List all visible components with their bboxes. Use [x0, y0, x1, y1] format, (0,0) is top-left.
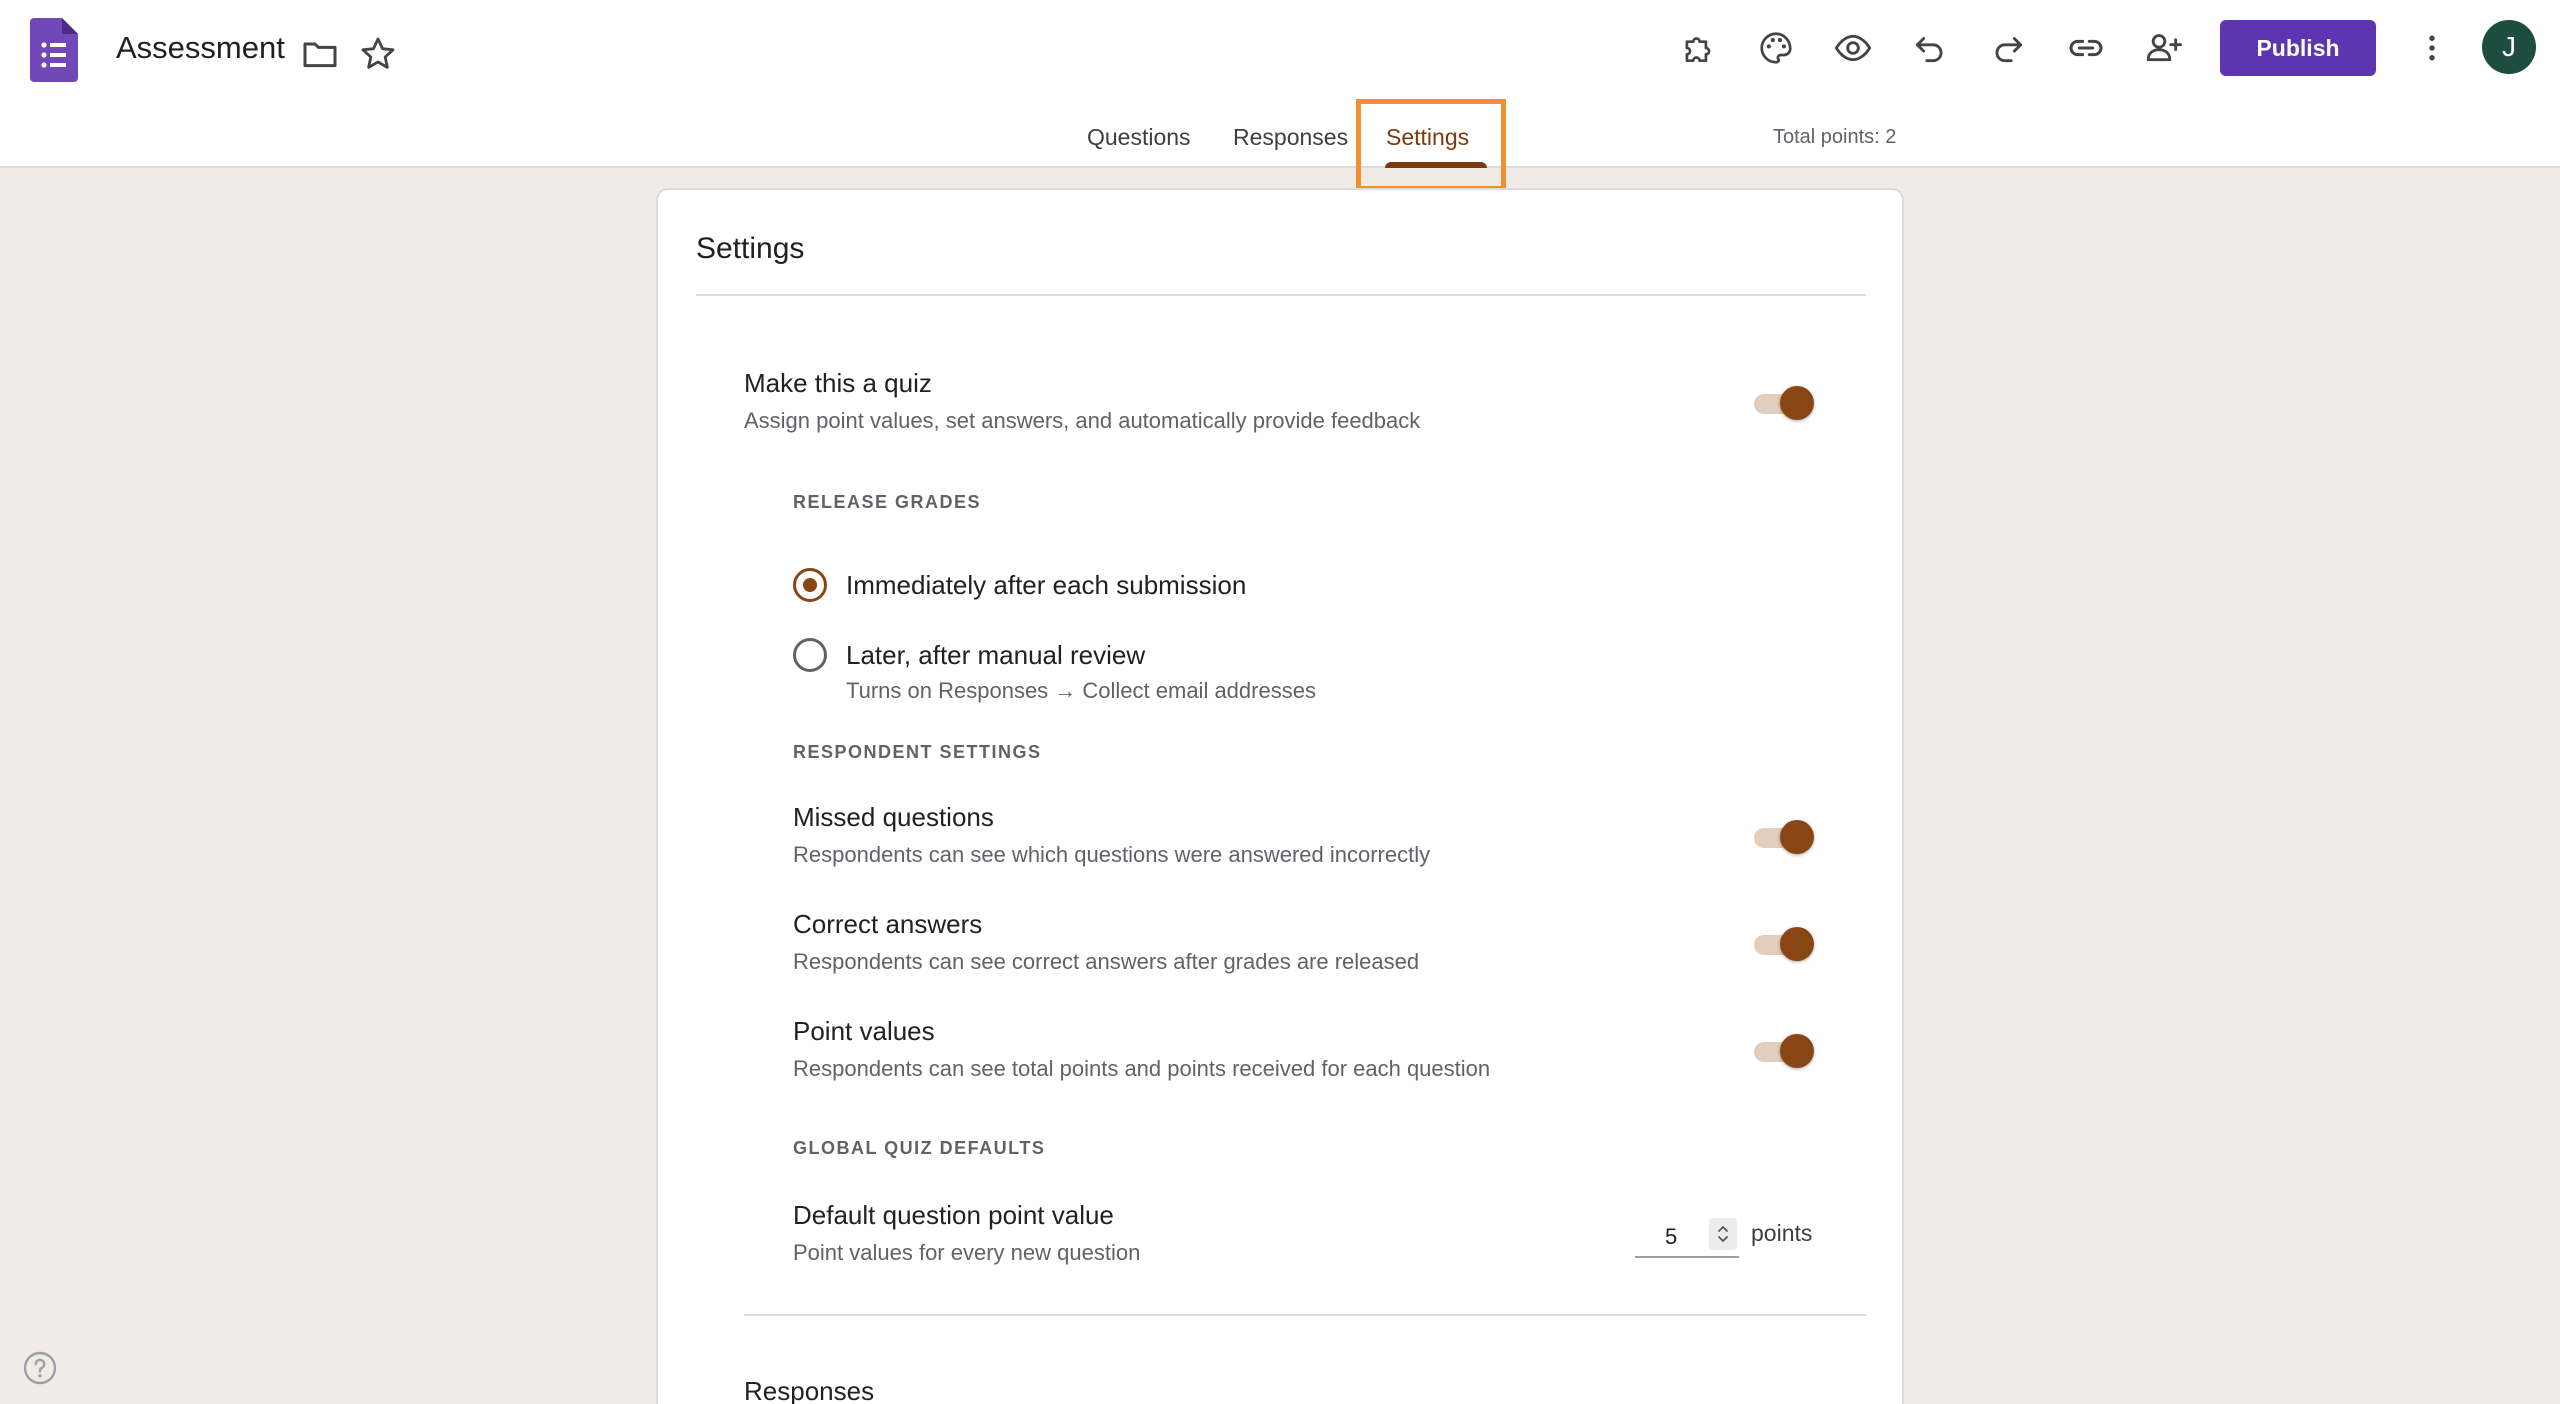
- default-point-value-label: Default question point value: [793, 1200, 1114, 1230]
- star-icon[interactable]: [358, 34, 398, 74]
- point-values-description: Respondents can see total points and points received for each question: [793, 1056, 1491, 1081]
- more-vert-icon[interactable]: [2410, 26, 2454, 70]
- missed-questions-toggle[interactable]: [1754, 816, 1816, 856]
- missed-questions-label: Missed questions: [793, 802, 994, 832]
- folder-icon[interactable]: [300, 34, 340, 74]
- release-immediately-label[interactable]: Immediately after each submission: [846, 570, 1247, 600]
- forms-logo-icon[interactable]: [30, 18, 78, 82]
- title-divider: [696, 294, 1866, 296]
- responses-section-title[interactable]: Responses: [744, 1376, 875, 1404]
- publish-button[interactable]: Publish: [2220, 20, 2376, 76]
- release-later-label[interactable]: Later, after manual review: [846, 640, 1146, 670]
- tab-responses[interactable]: Responses: [1233, 124, 1349, 150]
- tab-settings[interactable]: Settings: [1386, 124, 1470, 150]
- release-later-radio[interactable]: [793, 638, 827, 672]
- link-icon[interactable]: [2064, 26, 2108, 70]
- release-grades-heading: RELEASE GRADES: [793, 492, 982, 512]
- global-quiz-defaults-heading: GLOBAL QUIZ DEFAULTS: [793, 1138, 1046, 1158]
- make-quiz-toggle[interactable]: [1754, 382, 1816, 422]
- palette-icon[interactable]: [1754, 26, 1798, 70]
- settings-card: [656, 188, 1904, 1404]
- default-point-value-stepper[interactable]: [1635, 1214, 1739, 1258]
- quiz-toggle-description: Assign point values, set answers, and automatically provide feedback: [744, 408, 1421, 433]
- correct-answers-label: Correct answers: [793, 909, 983, 939]
- quiz-toggle-label: Make this a quiz: [744, 368, 932, 398]
- stepper-arrows-icon[interactable]: [1709, 1218, 1737, 1250]
- help-icon[interactable]: [22, 1350, 58, 1386]
- points-unit-label: points: [1751, 1220, 1813, 1246]
- document-title[interactable]: Assessment: [116, 30, 285, 65]
- correct-answers-description: Respondents can see correct answers after grades are released: [793, 949, 1420, 974]
- correct-answers-toggle[interactable]: [1754, 923, 1816, 963]
- respondent-settings-heading: RESPONDENT SETTINGS: [793, 742, 1042, 762]
- point-values-toggle[interactable]: [1754, 1030, 1816, 1070]
- undo-icon[interactable]: [1908, 26, 1952, 70]
- tab-questions[interactable]: Questions: [1087, 124, 1191, 150]
- preview-eye-icon[interactable]: [1831, 26, 1875, 70]
- release-immediately-radio[interactable]: [793, 568, 827, 602]
- settings-title: Settings: [696, 232, 805, 265]
- total-points-label: Total points: 2: [1773, 126, 1897, 148]
- missed-questions-description: Respondents can see which questions were answered incorrectly: [793, 842, 1431, 867]
- section-divider: [744, 1314, 1866, 1316]
- settings-tab-highlight: [1356, 99, 1506, 191]
- redo-icon[interactable]: [1986, 26, 2030, 70]
- default-point-value-description: Point values for every new question: [793, 1240, 1141, 1265]
- point-values-label: Point values: [793, 1016, 935, 1046]
- add-collaborator-icon[interactable]: [2142, 26, 2186, 70]
- avatar[interactable]: J: [2482, 20, 2536, 74]
- release-later-sublabel: Turns on Responses → Collect email addresses: [846, 678, 1316, 703]
- app-header: [0, 0, 2560, 168]
- stepper-value[interactable]: 5: [1665, 1224, 1678, 1249]
- addon-puzzle-icon[interactable]: [1676, 26, 1720, 70]
